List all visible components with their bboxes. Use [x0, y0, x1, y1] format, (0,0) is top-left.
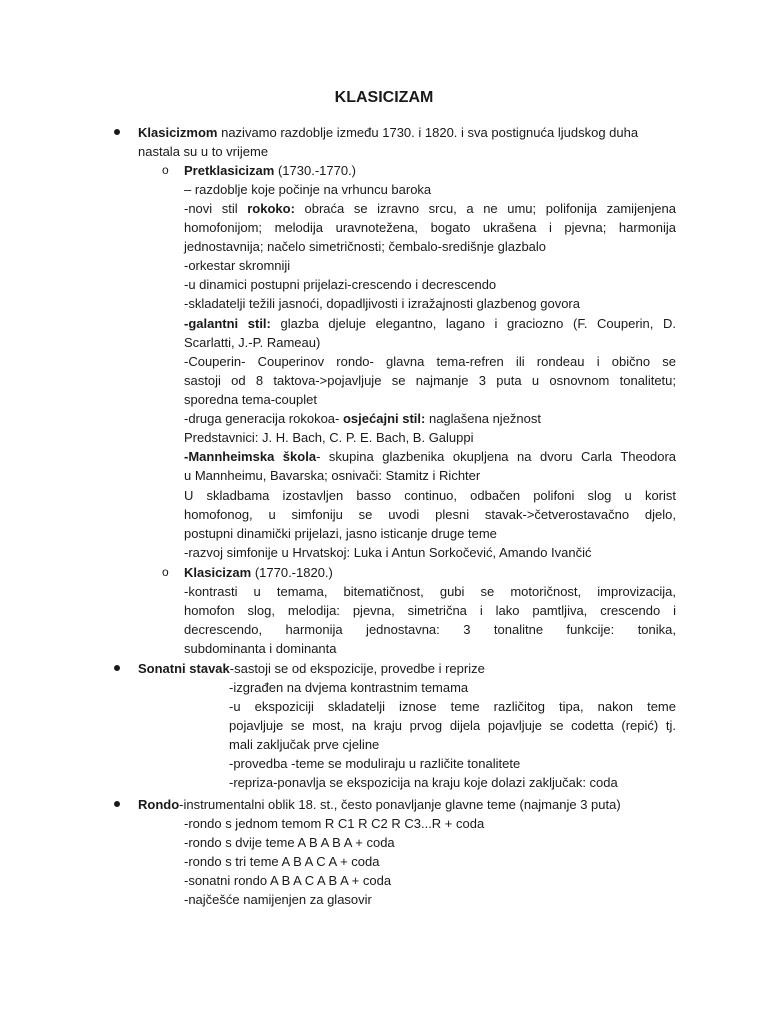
- text-run: -instrumentalni oblik 18. st., često ponavljanje glavne teme (najmanje 3 puta): [179, 797, 621, 812]
- text-run: obraća se izravno srcu, a ne umu; polifonija zamijenjena: [294, 201, 676, 216]
- text-line: [184, 314, 676, 333]
- text-run: -sastoji se od ekspozicije, provedbe i reprize: [229, 661, 485, 676]
- subsection-heading: [184, 161, 356, 180]
- text-run: (1730.-1770.): [274, 163, 357, 178]
- text-line: -sonatni rondo A B A C A B A + coda: [184, 873, 392, 888]
- text-line: [184, 409, 541, 428]
- text-run: nazivamo razdoblje između 1730. i 1820. i sva postignuća ljudskog duha: [217, 125, 639, 140]
- term-bold: Klasicizam: [184, 565, 252, 580]
- text-line: -Couperin- Couperinov rondo- glavna tema-refren ili rondeau i obično se: [184, 354, 676, 369]
- text-line: [138, 795, 621, 814]
- text-line: Scarlatti, J.-P. Rameau): [184, 335, 321, 350]
- text-line: -izgrađen na dvjema kontrastnim temama: [229, 680, 469, 695]
- page-title: KLASICIZAM: [334, 89, 434, 106]
- text-line: mali zaključak prve cjeline: [229, 737, 380, 752]
- text-run: - skupina glazbenika okupljena na dvoru Carla Theodora: [316, 449, 677, 464]
- text-run: glazba djeluje elegantno, lagano i graciozno (F. Couperin, D.: [270, 316, 677, 331]
- term-bold: Klasicizmom: [138, 125, 218, 140]
- sub-bullet-marker: o: [162, 565, 169, 579]
- bullet-marker: [114, 123, 120, 135]
- text-line: -razvoj simfonije u Hrvatskoj: Luka i Antun Sorkočević, Amando Ivančić: [184, 545, 592, 560]
- text-line: subdominanta i dominanta: [184, 641, 337, 656]
- text-line: -rondo s jednom temom R C1 R C2 R C3...R + coda: [184, 816, 485, 831]
- text-line: -rondo s dvije teme A B A B A + coda: [184, 835, 395, 850]
- sub-bullet-marker: o: [162, 163, 169, 177]
- text-line: [138, 659, 485, 678]
- bullet-marker: [114, 659, 120, 671]
- text-line: – razdoblje koje počinje na vrhuncu baroka: [184, 182, 432, 197]
- text-line: nastala su u to vrijeme: [138, 144, 269, 159]
- text-line: -orkestar skromniji: [184, 258, 291, 273]
- term-bold: -galantni stil:: [184, 316, 271, 331]
- term-bold: osjećajni stil:: [342, 411, 426, 426]
- text-line: -u ekspoziciji skladatelji iznose teme različitog tipa, nakon teme: [229, 699, 676, 714]
- term-bold: Pretklasicizam: [184, 163, 275, 178]
- text-line: sastoji od 8 taktova->pojavljuje se najmanje 3 puta u osnovnom tonalitetu;: [184, 373, 676, 388]
- text-line: homofonijom; melodija uravnotežena, bogato ukrašena i pjevna; harmonija: [184, 220, 676, 235]
- term-bold: -Mannheimska škola: [184, 449, 317, 464]
- text-line: -najčešće namijenjen za glasovir: [184, 892, 372, 907]
- text-line: decrescendo, harmonija jednostavna: 3 tonalitne funkcije: tonika,: [184, 622, 676, 637]
- text-line: -repriza-ponavlja se ekspozicija na kraju koje dolazi zaključak: coda: [229, 775, 618, 790]
- text-line: -skladatelji težili jasnoći, dopadljivosti i izražajnosti glazbenog govora: [184, 296, 580, 311]
- text-line: -provedba -teme se moduliraju u različite tonalitete: [229, 756, 521, 771]
- text-line: [184, 199, 676, 218]
- text-line: [138, 123, 676, 142]
- subsection-heading: [184, 563, 333, 582]
- text-line: sporedna tema-couplet: [184, 392, 317, 407]
- text-line: -rondo s tri teme A B A C A + coda: [184, 854, 380, 869]
- text-line: u Mannheimu, Bavarska; osnivači: Stamitz i Richter: [184, 468, 481, 483]
- term-bold: Rondo: [138, 797, 180, 812]
- term-bold: Sonatni stavak: [138, 661, 230, 676]
- text-run: naglašena nježnost: [425, 411, 542, 426]
- text-line: [184, 447, 676, 466]
- bullet-marker: [114, 795, 120, 807]
- text-line: -u dinamici postupni prijelazi-crescendo i decrescendo: [184, 277, 497, 292]
- text-line: pojavljuje se most, na kraju prvog dijela pojavljuje se codetta (repić) tj.: [229, 718, 676, 733]
- text-run: -druga generacija rokokoa-: [184, 411, 343, 426]
- term-bold: rokoko:: [247, 201, 295, 216]
- text-run: (1770.-1820.): [251, 565, 333, 580]
- text-line: Predstavnici: J. H. Bach, C. P. E. Bach, B. Galuppi: [184, 430, 474, 445]
- text-line: -kontrasti u temama, bitematičnost, gubi se motoričnost, improvizacija,: [184, 584, 676, 599]
- text-line: homofonog, u simfoniju se uvodi plesni stavak->četverostavačno djelo,: [184, 507, 676, 522]
- text-line: postupni dinamički prijelazi, jasno isticanje druge teme: [184, 526, 497, 541]
- text-line: jednostavnija; načelo simetričnosti; čembalo-središnje glazbalo: [184, 239, 547, 254]
- text-line: U skladbama izostavljen basso continuo, odbačen polifoni slog u korist: [184, 488, 676, 503]
- text-run: -novi stil: [184, 201, 248, 216]
- text-line: homofon slog, melodija: pjevna, simetrična i lako pamtljiva, crescendo i: [184, 603, 676, 618]
